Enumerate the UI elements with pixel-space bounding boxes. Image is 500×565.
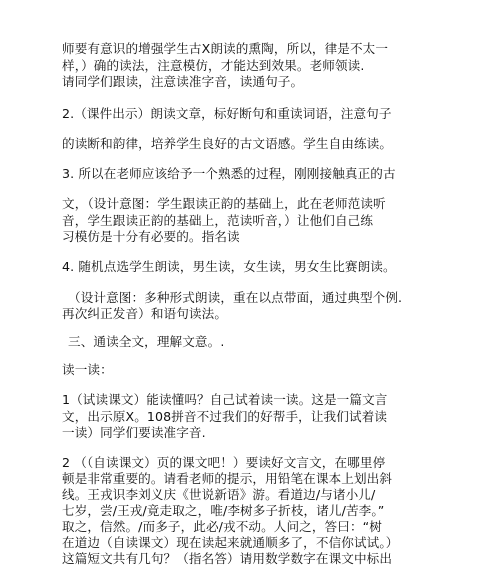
text-line: 在道边（自读课文）现在读起来就通顺多了，不信你试试。）	[62, 535, 399, 550]
text-line: 这篇短文共有几句？（指名答）请用数学数字在课文中标出	[62, 551, 393, 565]
text-line: 顿是非常重要的。请看老师的提示，用铅笔在课本上划出斜	[62, 471, 393, 486]
text-line: 再次纠正发音）和语句读法。	[62, 306, 228, 321]
text-line: 七岁，尝/王戎/竟走取之，唯/李树多子折枝，诸儿/苦李。”	[62, 503, 385, 518]
text-line: 习模仿是十分有必要的。指名读	[62, 229, 240, 244]
text-line: 样，）确的读法，注意模仿，才能达到效果。老师领读.	[62, 58, 365, 73]
text-line: 的读断和韵律，培养学生良好的古文语感。学生自由练读。	[62, 136, 393, 151]
text-line: 2 （（自读课文）页的课文吧！）要读好文言文，在哪里停	[62, 455, 386, 470]
text-line: 读一读：	[62, 362, 113, 377]
text-line: 文，出示原X。108拼音不过我们的好帮手，让我们试着读	[62, 409, 388, 424]
text-line: 2.（课件出示）朗读文章，标好断句和重读词语，注意句子	[62, 106, 392, 121]
text-line: 一读）同学们要读准字音.	[62, 425, 206, 440]
section-heading: 三、通读全文，理解文意。.	[68, 334, 225, 349]
text-line: 取之，信然。/而多子，此必/戎不动。人问之，答曰：“树	[62, 519, 382, 534]
text-line: 1（试读课文）能读懂吗？自己试着读一读。这是一篇文言	[62, 392, 388, 407]
text-line: 请同学们跟读，注意读准字音，读通句子。	[62, 74, 304, 89]
text-line: 文，（设计意图：学生跟读正韵的基础上，此在老师范读听	[62, 196, 386, 211]
text-line: 4. 随机点选学生朗读，男生读，女生读，男女生比赛朗读。	[62, 259, 396, 274]
text-line: 师要有意识的增强学生古X朗读的熏陶，所以，律是不太一	[62, 41, 389, 56]
text-line: 3. 所以在老师应该给予一个熟悉的过程，刚刚接触真正的古	[62, 166, 396, 181]
text-line: （设计意图：多种形式朗读，重在以点带面，通过典型个例.	[68, 290, 403, 305]
text-line: 音，学生跟读正韵的基础上，范读听音，）让他们自己练	[62, 213, 374, 228]
text-line: 线。王戎识李刘义庆《世说新语》游。看道边/与诸小儿/	[62, 487, 376, 502]
